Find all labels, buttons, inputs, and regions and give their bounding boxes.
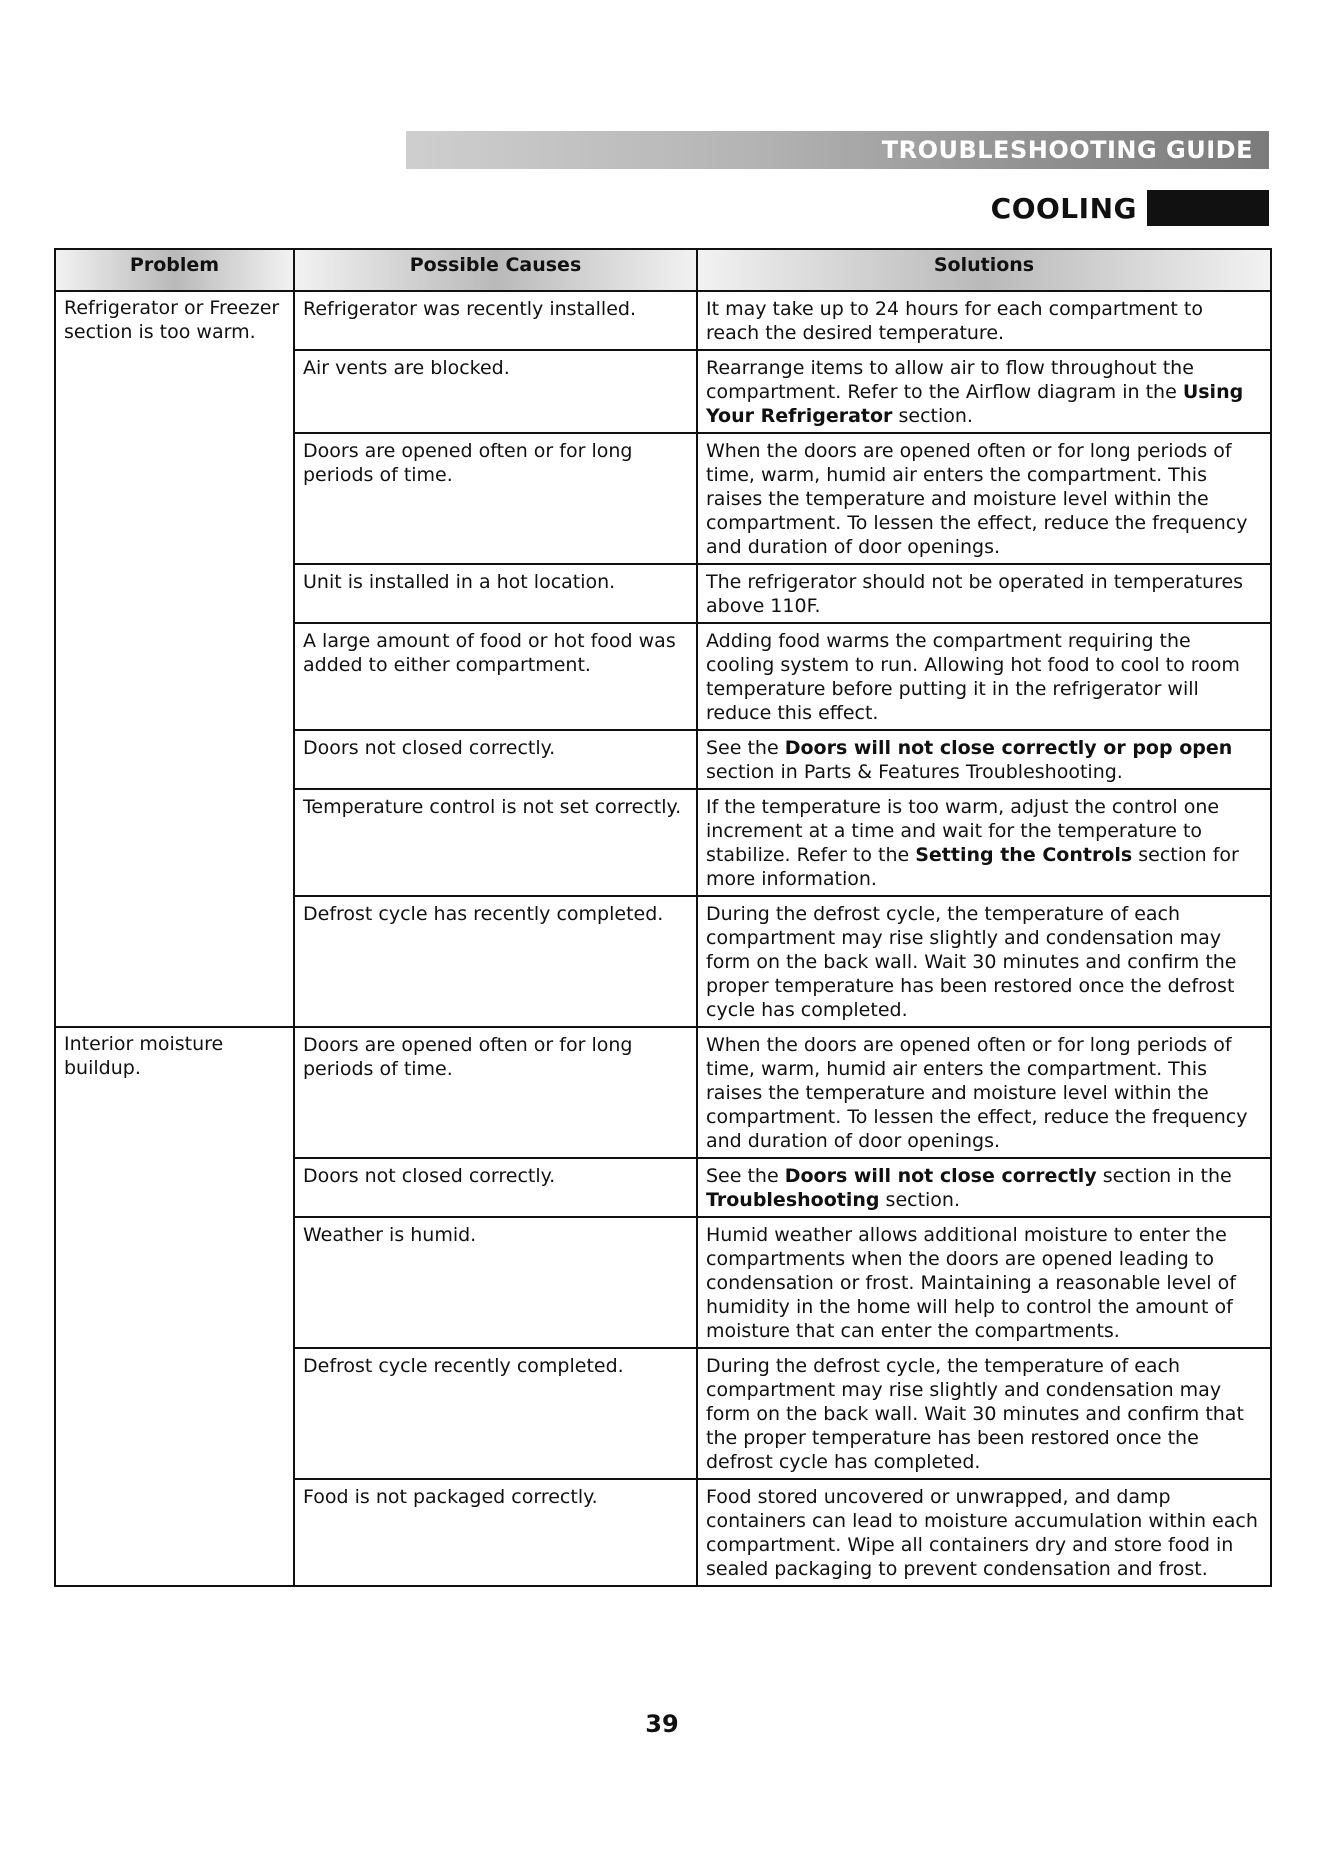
cause-cell: Temperature control is not set correctly.: [294, 789, 697, 896]
solution-cell: [697, 564, 1271, 623]
column-header-causes: Possible Causes: [294, 249, 697, 291]
solution-cell: [697, 623, 1271, 730]
section-marker-block: [1147, 190, 1269, 226]
solution-text: section.: [892, 405, 973, 427]
solution-text: The refrigerator should not be operated in temperatures above 110F.: [706, 571, 1244, 617]
solution-text: During the defrost cycle, the temperature of each compartment may rise slightly and condensation may form on the back wall. Wait 30 minutes and confirm that the proper temperature has been restored once the defrost cycle has completed.: [706, 1355, 1244, 1473]
solution-cell: [697, 730, 1271, 789]
solution-bold-text: Troubleshooting: [706, 1189, 880, 1211]
problem-cell: Interior moisture buildup.: [55, 1027, 294, 1586]
page-number: 39: [645, 1710, 679, 1738]
banner-title: TROUBLESHOOTING GUIDE: [881, 136, 1253, 164]
cause-cell: Air vents are blocked.: [294, 350, 697, 433]
solution-text: section in Parts & Features Troubleshooting.: [706, 761, 1123, 783]
troubleshooting-table: [54, 248, 1272, 1587]
table-header-row: [55, 249, 1271, 291]
solution-cell: [697, 1027, 1271, 1158]
cause-cell: Weather is humid.: [294, 1217, 697, 1348]
solution-cell: [697, 1217, 1271, 1348]
solution-text: Adding food warms the compartment requiring the cooling system to run. Allowing hot food to cool to room temperature before putting it in the refrigerator will reduce this effect.: [706, 630, 1240, 724]
cause-cell: Doors not closed correctly.: [294, 1158, 697, 1217]
table-body: [55, 291, 1271, 1586]
solution-text: section.: [879, 1189, 961, 1211]
solution-bold-text: Doors will not close correctly or pop open: [784, 737, 1233, 759]
solution-cell: [697, 1479, 1271, 1586]
solution-text: Rearrange items to allow air to flow throughout the compartment. Refer to the Airflow diagram in the: [706, 357, 1194, 403]
cause-cell: Doors are opened often or for long periods of time.: [294, 1027, 697, 1158]
cause-cell: Doors not closed correctly.: [294, 730, 697, 789]
cause-cell: Unit is installed in a hot location.: [294, 564, 697, 623]
solution-bold-text: Doors will not close correctly: [784, 1165, 1097, 1187]
solution-text: Humid weather allows additional moisture to enter the compartments when the doors are opened leading to condensation or frost. Maintaining a reasonable level of humidity in the home will help to control the amount of moisture that can enter the compartments.: [706, 1224, 1236, 1342]
solution-cell: [697, 896, 1271, 1027]
cause-cell: Defrost cycle has recently completed.: [294, 896, 697, 1027]
solution-text: If the temperature is too warm, adjust the control one increment at a time and wait for the temperature to stabilize. Refer to the: [706, 796, 1220, 866]
section-title: COOLING: [990, 191, 1137, 225]
solution-text: Food stored uncovered or unwrapped, and damp containers can lead to moisture accumulation within each compartment. Wipe all containers dry and store food in sealed packaging to prevent condensation and frost.: [706, 1486, 1258, 1580]
solution-text: See the: [706, 1165, 785, 1187]
solution-bold-text: Setting the Controls: [915, 844, 1133, 866]
problem-cell: Refrigerator or Freezer section is too warm.: [55, 291, 294, 1027]
solution-text: When the doors are opened often or for long periods of time, warm, humid air enters the compartment. This raises the temperature and moisture level within the compartment. To lessen the effect, reduce the frequency and duration of door openings.: [706, 440, 1248, 558]
column-header-solutions: Solutions: [697, 249, 1271, 291]
table-row: [55, 291, 1271, 350]
cause-cell: Refrigerator was recently installed.: [294, 291, 697, 350]
table-row: [55, 1027, 1271, 1158]
solution-text: section for more information.: [706, 844, 1239, 890]
cause-cell: Food is not packaged correctly.: [294, 1479, 697, 1586]
solution-bold-text: Using Your Refrigerator: [706, 381, 1244, 427]
solution-text: When the doors are opened often or for long periods of time, warm, humid air enters the compartment. This raises the temperature and moisture level within the compartment. To lessen the effect, reduce the frequency and duration of door openings.: [706, 1034, 1248, 1152]
solution-cell: [697, 1158, 1271, 1217]
cause-cell: Doors are opened often or for long periods of time.: [294, 433, 697, 564]
solution-cell: [697, 433, 1271, 564]
solution-text: section in the: [1096, 1165, 1232, 1187]
solution-cell: [697, 1348, 1271, 1479]
section-heading: [991, 190, 1269, 226]
solution-cell: [697, 291, 1271, 350]
solution-cell: [697, 789, 1271, 896]
guide-banner: [406, 131, 1269, 169]
solution-cell: [697, 350, 1271, 433]
solution-text: It may take up to 24 hours for each compartment to reach the desired temperature.: [706, 298, 1203, 344]
cause-cell: A large amount of food or hot food was added to either compartment.: [294, 623, 697, 730]
column-header-problem: Problem: [55, 249, 294, 291]
cause-cell: Defrost cycle recently completed.: [294, 1348, 697, 1479]
solution-text: During the defrost cycle, the temperature of each compartment may rise slightly and condensation may form on the back wall. Wait 30 minutes and confirm the proper temperature has been restored once the defrost cycle has completed.: [706, 903, 1237, 1021]
solution-text: See the: [706, 737, 785, 759]
